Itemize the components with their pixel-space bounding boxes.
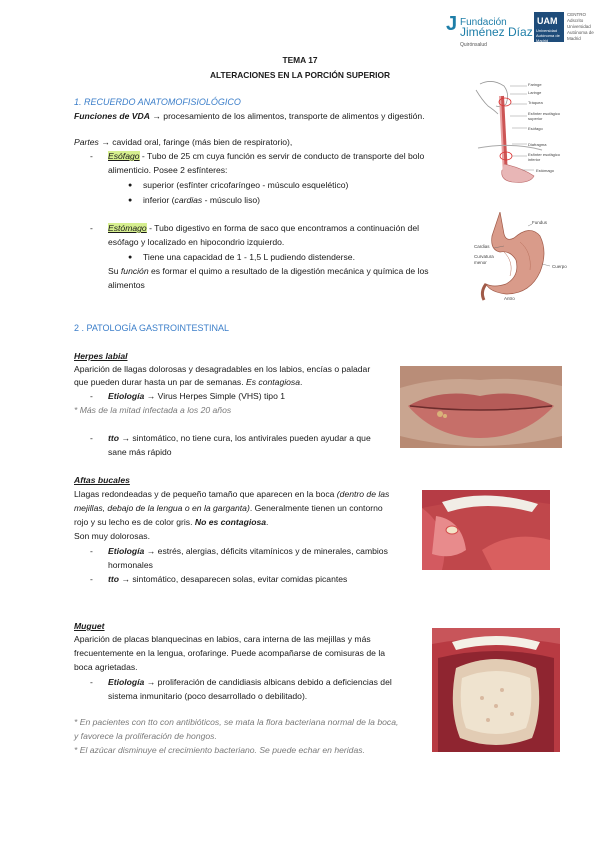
section2-heading: 2 . PATOLOGÍA GASTROINTESTINAL xyxy=(74,323,230,333)
herpes-tto2: sane más rápido xyxy=(108,447,172,457)
esophagus-label: Laringe xyxy=(528,90,542,95)
esophagus-label: Esfínter esofágico superior xyxy=(528,111,561,121)
esophagus-label: Estómago xyxy=(536,168,555,173)
aftas-l2 xyxy=(74,502,420,515)
esf2-cardias: cardias xyxy=(174,195,203,205)
aftas-mouth-photo xyxy=(422,490,550,570)
aftas-tto xyxy=(108,573,347,586)
aftas-l1 xyxy=(74,488,420,501)
bullet-dash: - xyxy=(90,677,93,687)
etiologia-text: → Virus Herpes Simple (VHS) tipo 1 xyxy=(144,391,286,401)
esofago-label: Esófago xyxy=(108,151,140,161)
bullet-dot: ● xyxy=(128,254,133,261)
esophagus-label: Esófago xyxy=(528,126,543,131)
tto-label: tto xyxy=(108,574,119,584)
bullet-dash: - xyxy=(90,391,93,401)
uam-logo-main: UAM xyxy=(537,16,558,26)
aftas-l1b: (dentro de las xyxy=(336,489,390,499)
etiologia-label: Etiología xyxy=(108,677,145,687)
muguet-etiologia xyxy=(108,676,424,689)
partes-text: → cavidad oral, faringe (más bien de respiratorio), xyxy=(98,137,293,147)
bullet-dot: ● xyxy=(128,197,133,204)
aftas-l2a: mejillas, debajo de la lengua o en la garganta) xyxy=(74,503,250,513)
funciones-label: Funciones de VDA xyxy=(74,111,150,121)
fjd-logo-line1: Fundación xyxy=(460,17,507,28)
etiologia-text: → proliferación de candidiasis albicans debido a deficiencias del xyxy=(144,677,392,687)
aftas-title: Aftas bucales xyxy=(74,475,130,485)
muguet-l3: boca agrietadas. xyxy=(74,662,138,672)
tto-label: tto xyxy=(108,433,119,443)
funcion-d: alimentos xyxy=(108,280,145,290)
fjd-logo-line2: Jiménez Díaz xyxy=(460,25,533,39)
muguet-title: Muguet xyxy=(74,621,105,631)
tongue-illustration xyxy=(432,628,560,752)
aftas-etiologia xyxy=(108,545,422,558)
stomach-label: Fundus xyxy=(532,220,548,225)
aftas-no-contagiosa: No es contagiosa xyxy=(194,517,267,527)
uam-logo-sub: Universidad Autónoma de Madrid xyxy=(536,28,560,43)
stomach-label: Antro xyxy=(504,296,515,301)
herpes-title: Herpes labial xyxy=(74,351,128,361)
muguet-etiologia2: sistema inmunitario (poco desarrollado o debilitado). xyxy=(108,691,308,701)
etiologia-text: → estrés, alergias, déficits vitamínicos y de minerales, cambios xyxy=(144,546,388,556)
herpes-etiologia xyxy=(108,390,285,403)
stomach-label: Cuerpo xyxy=(552,264,567,269)
bullet-dash: - xyxy=(90,574,93,584)
bullet-dash: - xyxy=(90,546,93,556)
funcion-a: Su xyxy=(108,266,121,276)
stomach-label: Curvatura menor xyxy=(474,254,494,265)
esf2-a: inferior ( xyxy=(143,195,175,205)
funciones-line xyxy=(74,110,454,123)
tto-text: → sintomático, desaparecen solas, evitar comidas picantes xyxy=(118,574,348,584)
muguet-note2: y favorece la proliferación de hongos. xyxy=(74,731,217,741)
esofago-text: - Tubo de 25 cm cuya función es servir de conducto de transporte del bolo xyxy=(139,151,425,161)
muguet-note1: * En pacientes con tto con antibióticos, se mata la flora bacteriana normal de la boca, xyxy=(74,717,399,727)
page-title-line1: TEMA 17 xyxy=(282,55,318,65)
logo-side-line: Madrid xyxy=(567,36,581,41)
esfinter-inferior xyxy=(143,194,260,207)
esophagus-label: Esfínter esofágico inferior xyxy=(528,152,561,162)
bullet-dash: - xyxy=(90,433,93,443)
muguet-l2: frecuentemente en la lengua, orofaringe. Puede acompañarse de comisuras de la xyxy=(74,648,386,658)
esofago-line xyxy=(108,150,460,163)
bullet-dot: ● xyxy=(128,182,133,189)
esfinter-superior: superior (esfínter cricofaríngeo - músculo esquelético) xyxy=(143,180,349,190)
logo-side-line: Universidad xyxy=(567,24,591,29)
estomago-capacidad: Tiene una capacidad de 1 - 1,5 L pudiendo distenderse. xyxy=(143,252,355,262)
section1-heading: 1. RECUERDO ANATOMOFISIOLÓGICO xyxy=(74,97,241,107)
partes-label: Partes xyxy=(74,137,99,147)
aftas-l3 xyxy=(74,516,268,529)
page-title-line2: ALTERACIONES EN LA PORCIÓN SUPERIOR xyxy=(209,70,391,80)
esophagus-label: Diafragma xyxy=(528,142,547,147)
esophagus-label: Faringe xyxy=(528,82,542,87)
estomago-label: Estómago xyxy=(108,223,147,233)
bullet-dash: - xyxy=(90,151,93,161)
logo-side-line: Autónoma de xyxy=(567,30,594,35)
stomach-label: Cardias xyxy=(474,244,490,249)
esophagus-diagram xyxy=(472,76,572,186)
esf2-c: - músculo liso) xyxy=(202,195,261,205)
herpes-contagiosa: Es contagiosa xyxy=(246,377,300,387)
aftas-l2b: . Generalmente tienen un contorno xyxy=(249,503,383,513)
uam-logo xyxy=(534,12,564,42)
aftas-l1a: Llagas redondeadas y de pequeño tamaño que aparecen en la boca xyxy=(74,489,337,499)
herpes-l2 xyxy=(74,376,396,389)
logo-side-line: Adscrito xyxy=(567,18,584,23)
esophagus-illustration xyxy=(472,76,572,186)
muguet-tongue-photo xyxy=(432,628,560,752)
partes-line xyxy=(74,136,454,149)
funcion-c: es formar el quimo a resultado de la digestión mecánica y química de los xyxy=(148,266,429,276)
muguet-l1: Aparición de placas blanquecinas en labios, cara interna de las mejillas y más xyxy=(74,634,371,644)
muguet-note3: * El azúcar disminuye el crecimiento bacteriano. Se puede echar en heridas. xyxy=(74,745,365,755)
esophagus-label: Tráquea xyxy=(528,100,543,105)
aftas-l3a: rojo y su lecho es de color gris. xyxy=(74,517,195,527)
herpes-l2c: . xyxy=(299,377,303,387)
logo-side-line: CENTRO xyxy=(567,12,586,17)
aftas-l3c: . xyxy=(266,517,269,527)
header-logos xyxy=(446,10,596,48)
etiologia-label: Etiología xyxy=(108,391,145,401)
tto-text: → sintomático, no tiene cura, los antivirales pueden ayudar a que xyxy=(118,433,371,443)
aftas-etiologia2: hormonales xyxy=(108,560,153,570)
herpes-l1: Aparición de llagas dolorosas y desagradables en los labios, encías o paladar xyxy=(74,364,371,374)
mouth-ulcer-illustration xyxy=(422,490,550,570)
aftas-l4: Son muy dolorosas. xyxy=(74,531,150,541)
etiologia-label: Etiología xyxy=(108,546,145,556)
estomago-line xyxy=(108,222,460,235)
herpes-lips-photo xyxy=(400,366,562,448)
funcion-line xyxy=(108,265,460,278)
funcion-b: función xyxy=(120,266,149,276)
fjd-logo-line3: Quirónsalud xyxy=(460,42,487,48)
logo-side-text xyxy=(567,12,594,42)
herpes-l2a: que pueden durar hasta un par de semanas. xyxy=(74,377,246,387)
fjd-logo xyxy=(446,12,536,46)
herpes-note: * Más de la mitad infectada a los 20 años xyxy=(74,405,232,415)
fjd-mark-icon: J xyxy=(446,13,458,35)
funciones-text: → procesamiento de los alimentos, transporte de alimentos y digestión. xyxy=(149,111,425,121)
herpes-tto xyxy=(108,432,398,445)
estomago-text2: esófago y localizado en hipocondrio izquierdo. xyxy=(108,237,285,247)
lips-illustration xyxy=(400,366,562,448)
esofago-text2: alimenticio. Posee 2 esfínteres: xyxy=(108,165,228,175)
estomago-text: - Tubo digestivo en forma de saco que encontramos a continuación del xyxy=(146,223,420,233)
bullet-dash: - xyxy=(90,223,93,233)
